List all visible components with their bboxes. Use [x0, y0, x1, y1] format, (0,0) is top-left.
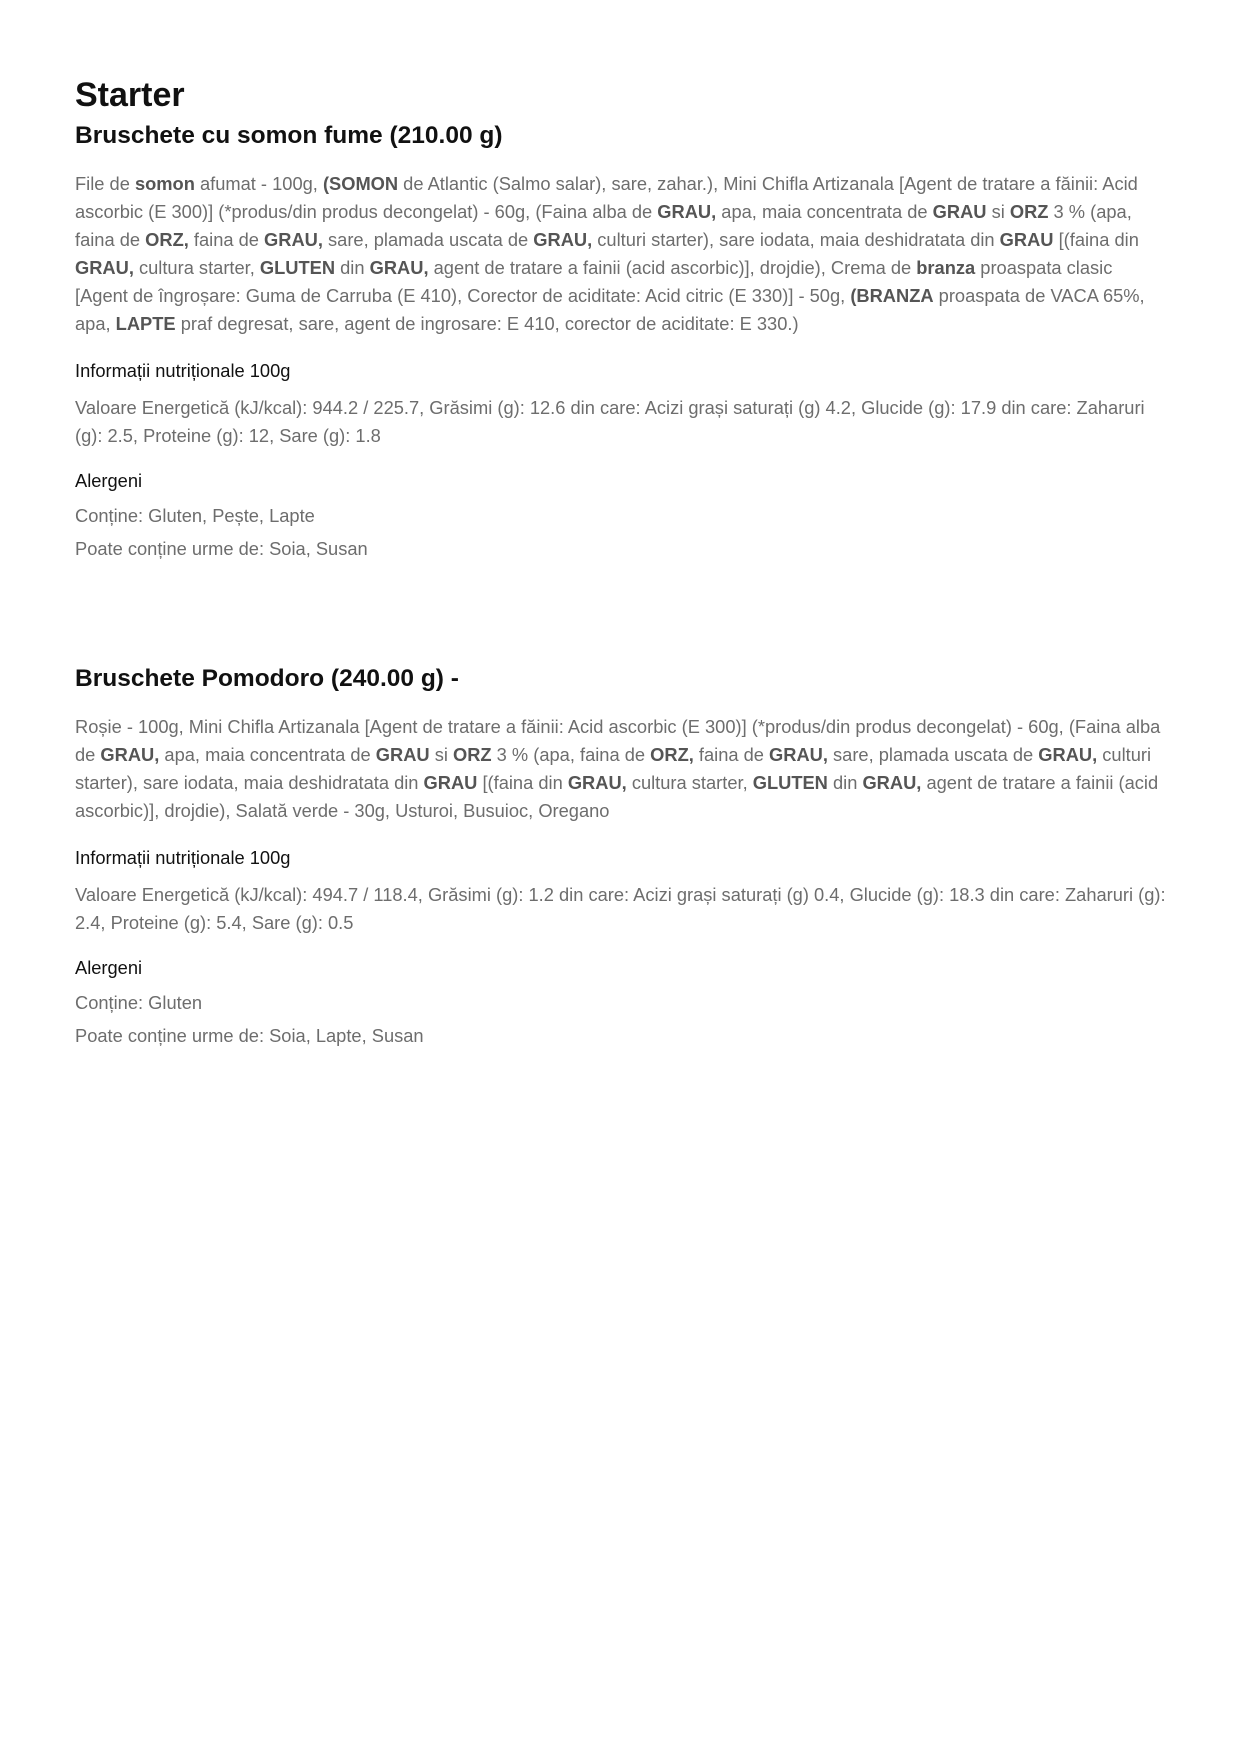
product-title: Bruschete cu somon fume (210.00 g) — [75, 122, 503, 149]
product-ingredients — [75, 170, 1167, 338]
allergen-highlight: GRAU, — [264, 229, 323, 250]
allergen-highlight: GRAU, — [862, 772, 922, 793]
allergen-highlight: ORZ — [1009, 201, 1049, 222]
allergen-highlight: ORZ — [453, 744, 492, 765]
allergen-highlight: GLUTEN — [259, 257, 336, 278]
ingredient-text: cultura starter, — [626, 772, 753, 793]
product-ingredients — [75, 713, 1167, 825]
ingredient-text: sare, plamada uscata de — [322, 229, 534, 250]
allergens-contains: Conține: Gluten, Pește, Lapte — [75, 505, 315, 526]
allergen-highlight: branza — [916, 257, 976, 278]
allergen-highlight: GRAU, — [657, 201, 717, 222]
ingredient-text: culturi starter), sare iodata, maia deshidratata din — [75, 744, 1152, 793]
ingredient-text: faina de — [693, 744, 770, 765]
allergen-highlight: somon — [134, 173, 195, 194]
nutrition-values: Valoare Energetică (kJ/kcal): 494.7 / 118.4, Grăsimi (g): 1.2 din care: Acizi grași saturați (g) 0.4, Glucide (g): 18.3 din care: Zaharuri (g): 2.4, Proteine (g): 5.4, Sare (g): 0.5 — [75, 884, 1166, 933]
ingredient-text: Roșie - 100g, Mini Chifla Artizanala [Agent de tratare a făinii: Acid ascorbic (E 300)] (*produs/din produs decongelat) - 60g, (Faina alba de — [75, 716, 1161, 765]
ingredient-text: 3 % (apa, faina de — [491, 744, 651, 765]
allergen-highlight: ORZ, — [650, 744, 694, 765]
ingredient-text: faina de — [188, 229, 265, 250]
ingredient-text: din — [827, 772, 863, 793]
ingredient-text: culturi starter), sare iodata, maia deshidratata din — [592, 229, 1000, 250]
ingredient-text: si — [429, 744, 453, 765]
ingredient-text: sare, plamada uscata de — [827, 744, 1039, 765]
ingredient-text: [(faina din — [1053, 229, 1139, 250]
ingredient-text: agent de tratare a fainii (acid ascorbic)], drojdie), Salată verde - 30g, Usturoi, Busuioc, Oregano — [75, 772, 1159, 821]
allergen-highlight: GRAU, — [75, 257, 134, 278]
ingredient-text: de Atlantic (Salmo salar), sare, zahar.), Mini Chifla Artizanala [Agent de tratare a făinii: Acid ascorbic (E 300)] (*produs/din produs decongelat) - 60g, (Faina alba de — [75, 173, 1138, 222]
allergen-highlight: GRAU — [999, 229, 1054, 250]
nutrition-values: Valoare Energetică (kJ/kcal): 944.2 / 225.7, Grăsimi (g): 12.6 din care: Acizi grași saturați (g) 4.2, Glucide (g): 17.9 din care: Zaharuri (g): 2.5, Proteine (g): 12, Sare (g): 1.8 — [75, 397, 1145, 446]
ingredient-text: din — [335, 257, 370, 278]
allergen-highlight: GRAU, — [567, 772, 627, 793]
allergen-highlight: GRAU — [375, 744, 430, 765]
allergens-contains: Conține: Gluten — [75, 992, 203, 1013]
allergen-highlight: GRAU, — [100, 744, 160, 765]
ingredient-text: File de — [75, 173, 135, 194]
allergen-highlight: GRAU, — [369, 257, 429, 278]
allergen-highlight: (BRANZA — [850, 285, 934, 306]
allergen-highlight: GRAU, — [769, 744, 828, 765]
allergen-highlight: GRAU — [423, 772, 478, 793]
product-card — [75, 663, 1167, 1050]
allergens-may-contain: Poate conține urme de: Soia, Susan — [75, 538, 368, 559]
ingredient-text: [(faina din — [477, 772, 568, 793]
ingredient-text: 3 % (apa, faina de — [75, 201, 1132, 250]
ingredient-text: agent de tratare a fainii (acid ascorbic)], drojdie), Crema de — [428, 257, 917, 278]
allergen-highlight: LAPTE — [115, 313, 176, 334]
ingredient-text: praf degresat, sare, agent de ingrosare: E 410, corector de aciditate: E 330.) — [175, 313, 799, 334]
allergen-highlight: ORZ, — [145, 229, 189, 250]
nutrition-heading: Informații nutriționale 100g — [75, 847, 291, 868]
nutrition-heading: Informații nutriționale 100g — [75, 360, 291, 381]
ingredient-text: afumat - 100g, — [194, 173, 323, 194]
product-card — [75, 120, 1167, 563]
ingredient-text: apa, maia concentrata de — [159, 744, 376, 765]
ingredient-text: cultura starter, — [133, 257, 260, 278]
ingredient-text: apa, maia concentrata de — [716, 201, 933, 222]
allergen-highlight: GRAU — [932, 201, 987, 222]
allergen-highlight: GLUTEN — [752, 772, 828, 793]
allergens-heading: Alergeni — [75, 470, 143, 491]
product-title: Bruschete Pomodoro (240.00 g) - — [75, 665, 459, 692]
allergen-highlight: (SOMON — [322, 173, 399, 194]
allergen-highlight: GRAU, — [1038, 744, 1098, 765]
ingredient-text: si — [986, 201, 1010, 222]
section-title: Starter — [75, 76, 185, 114]
allergens-may-contain: Poate conține urme de: Soia, Lapte, Susan — [75, 1025, 424, 1046]
allergen-highlight: GRAU, — [533, 229, 593, 250]
allergens-heading: Alergeni — [75, 957, 143, 978]
ingredient-text: proaspata de VACA 65%, apa, — [75, 285, 1145, 334]
ingredient-text: proaspata clasic [Agent de îngroșare: Guma de Carruba (E 410), Corector de aciditate: Acid citric (E 330)] - 50g, — [75, 257, 1113, 306]
